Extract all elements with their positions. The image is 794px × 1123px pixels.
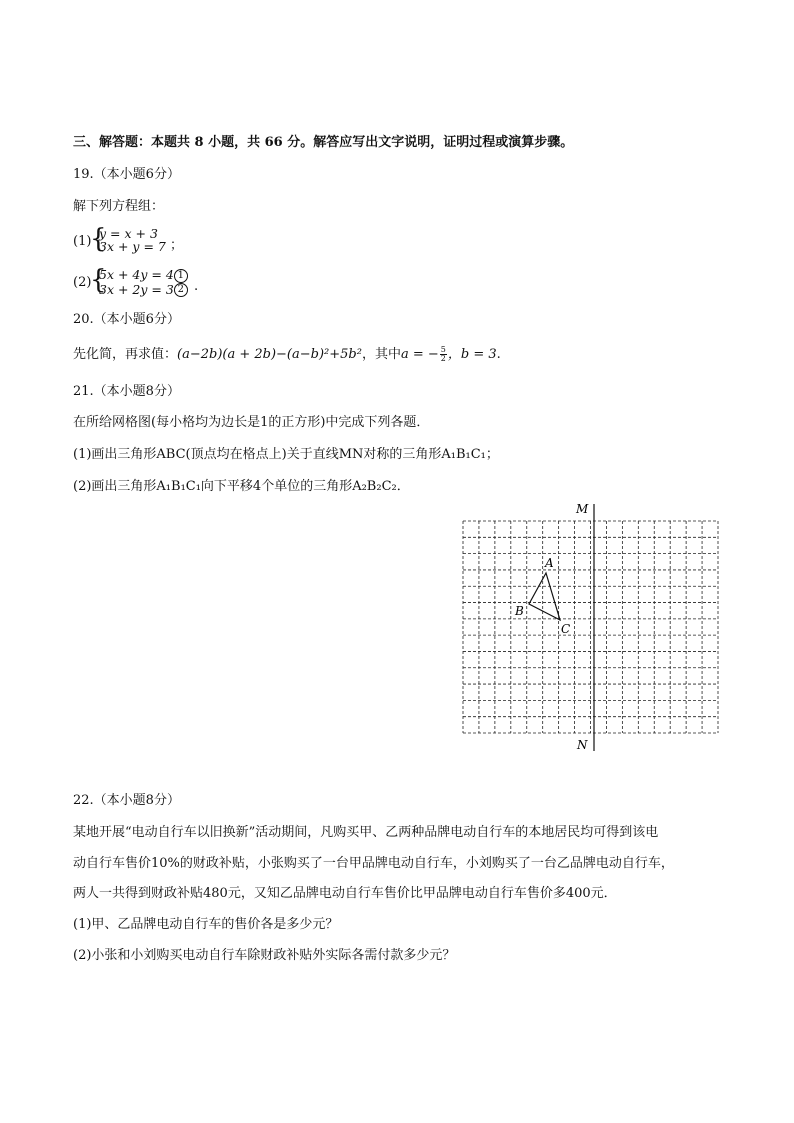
q19-p1-end: ； — [170, 238, 184, 253]
q22-text-line1: 某地开展“电动自行车以旧换新”活动期间，凡购买甲、乙两种品牌电动自行车的本地居民均可得到该电 — [73, 825, 659, 840]
grid-lines — [463, 521, 718, 733]
q20-a-lhs: a = − — [400, 347, 439, 362]
q19-part1-equations — [99, 227, 166, 253]
q19-p1-eq2: 3x + y = 7 — [99, 239, 166, 254]
q20-prefix: 先化简，再求值： — [73, 347, 178, 362]
q22-header: 22.（本小题8分） — [73, 793, 180, 808]
q21-header: 21.（本小题8分） — [73, 384, 180, 399]
q20-a-num: 5 — [440, 345, 446, 354]
label-n: N — [577, 738, 588, 752]
circle-1-marker: 1 — [174, 269, 188, 283]
q22-text-line2: 动自行车售价10%的财政补贴，小张购买了一台甲品牌电动自行车，小刘购买了一台乙品牌电动自行车， — [73, 856, 674, 871]
q21-grid-figure — [450, 498, 740, 760]
q20-problem — [73, 346, 501, 364]
q19-header: 19.（本小题6分） — [73, 167, 180, 182]
q20-header: 20.（本小题6分） — [73, 312, 180, 327]
q22-text-line3: 两人一共得到财政补贴480元，又知乙品牌电动自行车售价比甲品牌电动自行车售价多400元． — [73, 886, 617, 901]
q19-brace-1: { — [90, 224, 107, 254]
q20-end: . — [496, 347, 501, 362]
q19-part2-equations — [99, 268, 188, 297]
label-m: M — [576, 502, 589, 516]
q20-mid: ，其中 — [361, 347, 401, 362]
q21-part2: (2)画出三角形A₁B₁C₁向下平移4个单位的三角形A₂B₂C₂． — [73, 479, 410, 494]
q20-expression: (a−2b)(a + 2b)−(a−b)²+5b² — [177, 347, 362, 362]
label-c: C — [561, 622, 571, 636]
label-b: B — [515, 604, 524, 618]
q20-a-den: 2 — [440, 354, 446, 363]
section-header: 三、解答题：本题共 8 小题，共 66 分。解答应写出文字说明，证明过程或演算步骤。 — [73, 135, 574, 150]
q21-part1: (1)画出三角形ABC(顶点均在格点上)关于直线MN对称的三角形A₁B₁C₁； — [73, 447, 499, 462]
q19-p2-eq2: 3x + 2y = 3 — [99, 281, 174, 297]
q21-intro: 在所给网格图(每小格均为边长是1的正方形)中完成下列各题． — [73, 415, 430, 430]
q22-part2: (2)小张和小刘购买电动自行车除财政补贴外实际各需付款多少元？ — [73, 948, 456, 963]
q19-part2-label: (2) — [73, 275, 92, 290]
q19-p2-end: . — [194, 279, 199, 294]
label-a: A — [545, 556, 554, 570]
q19-instruction: 解下列方程组： — [73, 199, 165, 214]
triangle-abc — [529, 573, 560, 620]
q20-b-part: ，b = 3 — [447, 347, 497, 362]
q19-p2-eq1: 5x + 4y = 4 — [99, 267, 174, 282]
q19-brace-2: { — [90, 265, 107, 295]
q20-a-fraction — [440, 346, 447, 363]
q19-p1-eq1: y = x + 3 — [99, 226, 158, 241]
circle-2-marker: 2 — [174, 283, 188, 297]
q19-part1-label: (1) — [73, 234, 92, 249]
q22-part1: (1)甲、乙品牌电动自行车的售价各是多少元？ — [73, 917, 339, 932]
